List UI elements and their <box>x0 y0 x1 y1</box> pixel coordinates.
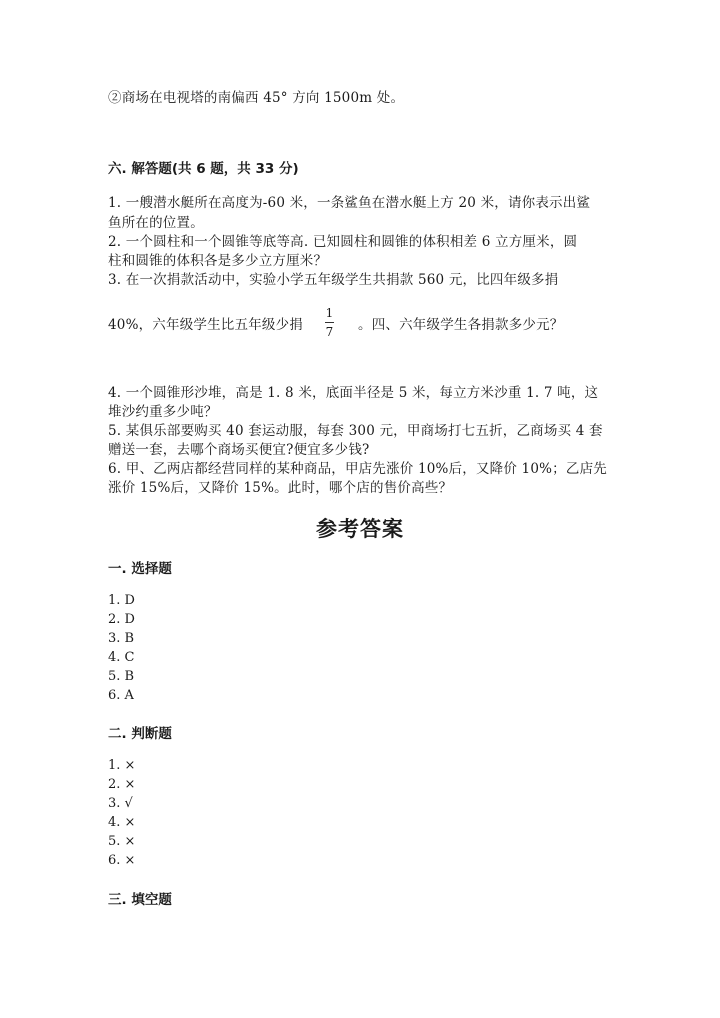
question-6-line-2: 涨价 15%后，又降价 15%。此时，哪个店的售价高些？ <box>108 480 453 496</box>
judge-answer-4: 4. × <box>108 815 136 830</box>
question-5-line-1: 5. 某俱乐部要购买 40 套运动服，每套 300 元，甲商场打七五折，乙商场买 4 套 <box>108 423 603 439</box>
question-1-line-1: 1. 一艘潜水艇所在高度为-60 米，一条鲨鱼在潜水艇上方 20 米，请你表示出鲨 <box>108 195 591 211</box>
judge-answer-5: 5. × <box>108 834 136 849</box>
question-1-line-2: 鱼所在的位置。 <box>108 215 204 231</box>
question-3-line-2-end: 。四、六年级学生各捐款多少元？ <box>358 317 564 333</box>
question-6-line-1: 6. 甲、乙两店都经营同样的某种商品，甲店先涨价 10%后，又降价 10%；乙店先 <box>108 461 607 477</box>
judge-answer-2: 2. × <box>108 777 136 792</box>
section-heading-solve: 六. 解答题(共 6 题，共 33 分) <box>108 161 299 177</box>
section-heading-choice: 一. 选择题 <box>108 561 172 577</box>
fraction-one-seventh <box>325 306 334 339</box>
fraction-numerator: 1 <box>325 306 334 320</box>
choice-answer-5: 5. B <box>108 669 135 684</box>
judge-answer-1: 1. × <box>108 758 136 773</box>
question-4-line-1: 4. 一个圆锥形沙堆，高是 1. 8 米，底面半径是 5 米，每立方米沙重 1. 7 吨，这 <box>108 385 599 401</box>
choice-answer-6: 6. A <box>108 688 134 703</box>
section-heading-fill: 三. 填空题 <box>108 892 172 908</box>
choice-answer-1: 1. D <box>108 593 135 608</box>
question-3-line-2-start: 40%，六年级学生比五年级少捐 <box>108 317 304 333</box>
choice-answer-4: 4. C <box>108 650 135 665</box>
section-heading-judge: 二. 判断题 <box>108 726 172 742</box>
judge-answer-3: 3. √ <box>108 796 133 811</box>
question-2-line-2: 柱和圆锥的体积各是多少立方厘米？ <box>108 253 328 269</box>
question-5-line-2: 赠送一套，去哪个商场买便宜?便宜多少钱? <box>108 442 370 458</box>
fraction-bar <box>325 322 334 323</box>
choice-answer-2: 2. D <box>108 612 135 627</box>
previous-answer-line: ②商场在电视塔的南偏西 45° 方向 1500m 处。 <box>108 90 405 106</box>
answers-title: 参考答案 <box>316 517 404 541</box>
question-4-line-2: 堆沙约重多少吨？ <box>108 404 218 420</box>
question-3-line-1: 3. 在一次捐款活动中，实验小学五年级学生共捐款 560 元，比四年级多捐 <box>108 272 559 288</box>
fraction-denominator: 7 <box>325 325 334 339</box>
question-2-line-1: 2. 一个圆柱和一个圆锥等底等高. 已知圆柱和圆锥的体积相差 6 立方厘米，圆 <box>108 234 578 250</box>
choice-answer-3: 3. B <box>108 631 135 646</box>
judge-answer-6: 6. × <box>108 853 136 868</box>
